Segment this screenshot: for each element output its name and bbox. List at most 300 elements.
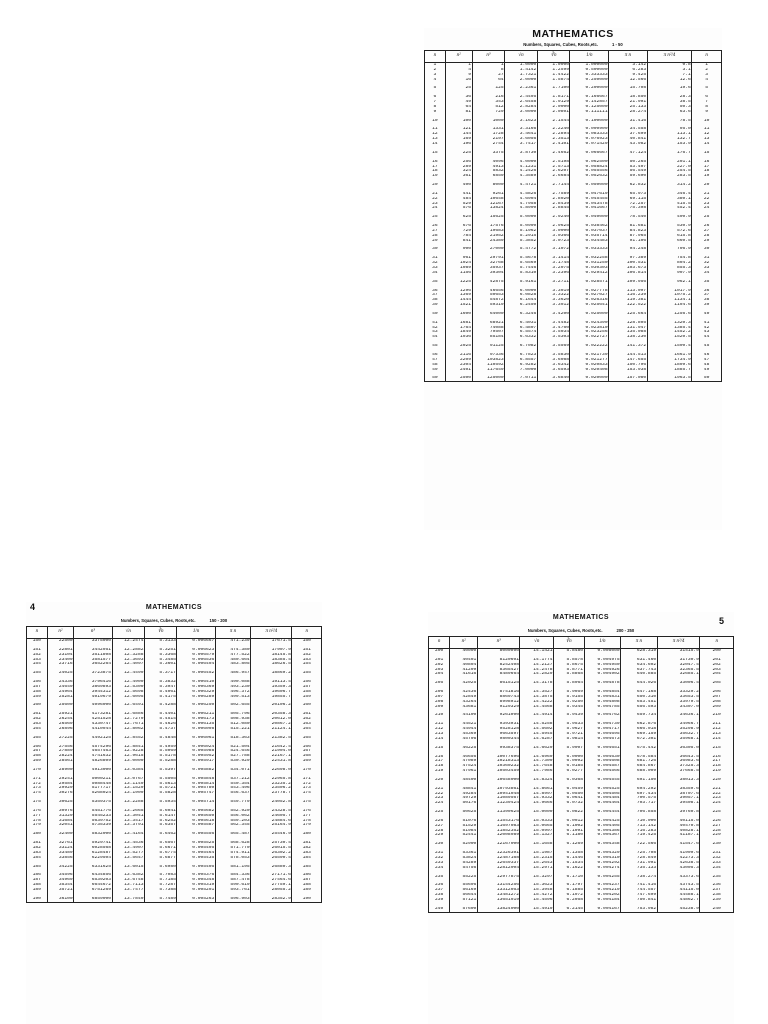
cell-reciprocal: 0.050000 (570, 183, 609, 192)
cell-n-cubed: 103823 (472, 358, 505, 363)
cell-pi-n: 753.982 (621, 907, 658, 912)
cell-circle-area: 1075.2 (647, 293, 692, 298)
cell-n-cubed: 5735339 (74, 823, 112, 832)
cell-circle-area: 1520.5 (647, 335, 692, 344)
table-row (27, 897, 322, 902)
column-header-circle-area: π n²/4 (657, 637, 700, 649)
cell-circle-area: 23778.7 (251, 791, 292, 800)
cell-reciprocal: 0.004292 (584, 861, 621, 866)
cell-cube-root: 5.8675 (554, 663, 585, 668)
table-row (425, 119, 722, 128)
column-header-n: n (425, 51, 446, 63)
cell-n-right: 23 (692, 202, 722, 207)
cell-cube-root: 1.0000 (537, 63, 570, 68)
cell-cube-root: 1.2599 (537, 68, 570, 73)
cell-pi-n: 659.734 (621, 713, 658, 722)
cell-square-root: 3.8730 (505, 151, 538, 160)
cell-n-right: 28 (692, 234, 722, 239)
cell-n-squared: 25921 (47, 712, 74, 717)
cell-n-squared: 2304 (445, 363, 472, 368)
cell-n-cubed: 6229504 (74, 856, 112, 865)
cell-square-root: 3.4641 (505, 132, 538, 137)
cell-reciprocal: 0.005348 (177, 878, 215, 883)
cell-square-root: 14.2127 (520, 663, 554, 668)
cell-cube-root: 1.7100 (537, 86, 570, 95)
cell-n-squared: 841 (445, 239, 472, 248)
table-row (429, 746, 734, 755)
cell-n-squared: 41616 (450, 672, 477, 681)
cell-reciprocal: 0.006329 (177, 690, 215, 695)
table-row (429, 778, 734, 787)
cell-square-root: 13.4536 (112, 841, 144, 846)
cell-cube-root: 2.4662 (537, 151, 570, 160)
cell-n-squared: 121 (445, 127, 472, 132)
cell-n-squared: 289 (445, 165, 472, 170)
cell-n-right: 41 (692, 321, 722, 326)
cell-n: 35 (425, 280, 446, 289)
cell-reciprocal: 0.166667 (570, 95, 609, 100)
table-row (429, 713, 734, 722)
cell-pi-n: 65.973 (609, 192, 648, 197)
cell-square-root: 14.2478 (520, 668, 554, 673)
cell-circle-area: 33329.2 (657, 690, 700, 695)
cell-n-cubed: 3511808 (74, 653, 112, 658)
cell-n-right: 183 (292, 851, 322, 856)
column-header-reciprocal: 1/n (570, 51, 609, 63)
cell-cube-root: 3.3620 (537, 298, 570, 303)
cell-reciprocal: 0.005556 (177, 832, 215, 841)
cell-cube-root: 2.0801 (537, 110, 570, 119)
cell-square-root: 12.7671 (112, 722, 144, 727)
cell-square-root: 15.2971 (520, 866, 554, 875)
cell-reciprocal: 0.005714 (177, 800, 215, 809)
cell-n-cubed: 13651919 (477, 898, 520, 907)
cell-n-cubed: 8000 (472, 183, 505, 192)
cell-circle-area: 907.9 (647, 271, 692, 280)
cell-n-right: 166 (292, 745, 322, 750)
cell-n-right: 47 (692, 358, 722, 363)
cell-pi-n: 703.717 (621, 801, 658, 810)
cell-reciprocal: 0.006623 (177, 648, 215, 653)
cell-n-squared: 576 (445, 206, 472, 215)
cell-n: 11 (425, 127, 446, 132)
cell-square-root: 12.5300 (112, 685, 144, 690)
cell-n: 216 (429, 755, 450, 760)
cell-cube-root: 5.6357 (144, 823, 176, 832)
cell-square-root: 13.4164 (112, 832, 144, 841)
cell-square-root: 5.9161 (505, 280, 538, 289)
cell-square-root: 12.8841 (112, 745, 144, 750)
cell-n-cubed: 4574296 (74, 745, 112, 750)
cell-n-right: 160 (292, 703, 322, 712)
cell-reciprocal: 0.029412 (570, 271, 609, 280)
cell-square-root: 6.7823 (505, 353, 538, 358)
cell-circle-area: 40115.0 (657, 819, 700, 824)
cell-square-root: 5.2915 (505, 234, 538, 239)
cell-pi-n: 505.796 (215, 712, 250, 717)
cell-n-squared: 45369 (450, 732, 477, 737)
cell-circle-area: 19359.3 (251, 685, 292, 690)
cell-circle-area: 1134.1 (647, 298, 692, 303)
cell-pi-n: 590.619 (215, 883, 250, 888)
cell-n-cubed: 10793861 (477, 787, 520, 792)
cell-n-squared: 54289 (450, 861, 477, 866)
cell-pi-n: 518.363 (215, 736, 250, 745)
cell-reciprocal: 0.005747 (177, 791, 215, 800)
cell-circle-area: 1885.7 (647, 368, 692, 377)
cell-square-root: 13.6748 (112, 878, 144, 883)
cell-pi-n: 556.062 (215, 814, 250, 819)
cell-pi-n: 691.150 (621, 778, 658, 787)
cell-pi-n: 581.195 (215, 865, 250, 874)
cell-n-cubed: 11390625 (477, 810, 520, 819)
cell-circle-area: 28.3 (647, 95, 692, 100)
cell-n: 15 (425, 151, 446, 160)
cell-circle-area: 20106.2 (251, 703, 292, 712)
cell-circle-area: 38707.6 (657, 792, 700, 797)
cell-reciprocal: 0.004608 (584, 759, 621, 764)
table-row (27, 791, 322, 800)
cell-n-squared: 324 (445, 169, 472, 174)
cell-n-cubed: 13824000 (477, 907, 520, 912)
cell-n: 167 (27, 749, 48, 754)
cell-n-cubed: 27 (472, 73, 505, 78)
cell-circle-area: 1734.9 (647, 358, 692, 363)
cell-n-cubed: 11089567 (477, 796, 520, 801)
cell-reciprocal: 0.025641 (570, 303, 609, 312)
table-row (425, 344, 722, 353)
cell-n-squared: 34969 (47, 878, 74, 883)
cell-n-right: 155 (292, 671, 322, 680)
cell-n-right: 45 (692, 344, 722, 353)
cell-n: 212 (429, 727, 450, 732)
table-row (425, 110, 722, 119)
cell-reciprocal: 0.004587 (584, 764, 621, 769)
cell-square-root: 6.0000 (505, 289, 538, 294)
cell-n-cubed: 9528128 (477, 727, 520, 732)
column-header-pi-n: π n (215, 627, 250, 639)
cell-square-root: 13.1909 (112, 791, 144, 800)
cell-n: 236 (429, 883, 450, 888)
cell-n-cubed: 12167 (472, 202, 505, 207)
cell-n: 210 (429, 713, 450, 722)
cell-n-cubed: 9663597 (477, 732, 520, 737)
cell-circle-area: 42273.3 (657, 856, 700, 861)
cell-pi-n: 78.540 (609, 215, 648, 224)
cell-cube-root: 6.1885 (554, 888, 585, 893)
cell-n-squared: 23716 (47, 662, 74, 671)
cell-n-squared: 28561 (47, 759, 74, 768)
cell-n-cubed: 4913 (472, 165, 505, 170)
cell-n-right: 189 (292, 888, 322, 897)
cell-reciprocal: 0.004255 (584, 875, 621, 884)
cell-pi-n: 59.690 (609, 174, 648, 183)
cell-n-cubed: 2197 (472, 137, 505, 142)
cell-square-root: 15.3297 (520, 875, 554, 884)
cell-n: 201 (429, 658, 450, 663)
cell-n-squared: 26244 (47, 717, 74, 722)
cell-cube-root: 2.3513 (537, 137, 570, 142)
cell-pi-n: 157.080 (609, 376, 648, 381)
cell-n-squared: 52441 (450, 833, 477, 842)
cell-n-right: 35 (692, 280, 722, 289)
cell-square-root: 12.2882 (112, 648, 144, 653)
cell-pi-n: 122.522 (609, 303, 648, 312)
cell-n: 174 (27, 791, 48, 800)
cell-n-cubed: 8869743 (477, 695, 520, 700)
cell-n-squared: 32761 (47, 841, 74, 846)
cell-n-cubed: 42875 (472, 280, 505, 289)
cell-reciprocal: 0.004831 (584, 695, 621, 700)
column-header-n-squared: n² (445, 51, 472, 63)
column-header-circle-area: π n²/4 (647, 51, 692, 63)
cell-reciprocal: 0.004785 (584, 705, 621, 714)
cell-n: 37 (425, 293, 446, 298)
cell-circle-area: 43373.6 (657, 875, 700, 884)
cell-n-squared: 1089 (445, 266, 472, 271)
cell-reciprocal: 0.004808 (584, 700, 621, 705)
cell-n-squared: 361 (445, 174, 472, 183)
cell-n: 176 (27, 809, 48, 814)
cell-square-root: 2.6458 (505, 100, 538, 105)
cell-pi-n: 125.664 (609, 312, 648, 321)
cell-square-root: 5.6569 (505, 261, 538, 266)
cell-n: 23 (425, 202, 446, 207)
cell-reciprocal: 0.006369 (177, 685, 215, 690)
table-row (425, 86, 722, 95)
cell-circle-area: 33979.5 (657, 700, 700, 705)
cell-cube-root: 3.5569 (537, 344, 570, 353)
cell-pi-n: 43.982 (609, 142, 648, 151)
cell-n-right: 27 (692, 229, 722, 234)
cell-square-root: 14.4222 (520, 700, 554, 705)
cell-square-root: 13.3041 (112, 814, 144, 819)
cell-reciprocal: 0.045455 (570, 197, 609, 202)
cell-n-right: 234 (700, 866, 734, 875)
cell-n: 166 (27, 745, 48, 750)
cell-pi-n: 640.885 (621, 672, 658, 681)
cell-reciprocal: 0.004348 (584, 842, 621, 851)
cell-n-right: 154 (292, 662, 322, 671)
cell-n-cubed: 19683 (472, 229, 505, 234)
cell-n-cubed: 50653 (472, 293, 505, 298)
cell-n: 36 (425, 289, 446, 294)
cell-n-right: 30 (692, 247, 722, 256)
cell-circle-area: 41187.1 (657, 833, 700, 842)
table-row (425, 247, 722, 256)
cell-n-squared: 47961 (450, 769, 477, 778)
table-row (425, 174, 722, 183)
cell-n-cubed: 59319 (472, 303, 505, 312)
cell-cube-root: 2.9240 (537, 215, 570, 224)
cell-square-root: 3.0000 (505, 110, 538, 119)
cell-n: 26 (425, 224, 446, 229)
cell-n-squared: 34225 (47, 865, 74, 874)
cell-cube-root: 5.9627 (554, 727, 585, 732)
cell-pi-n: 672.301 (621, 737, 658, 746)
cell-cube-root: 5.9250 (554, 700, 585, 705)
cell-n: 164 (27, 727, 48, 736)
cell-n: 240 (429, 907, 450, 912)
cell-square-root: 12.5698 (112, 690, 144, 695)
cell-n: 187 (27, 878, 48, 883)
cell-n-right: 15 (692, 151, 722, 160)
cell-reciprocal: 0.125000 (570, 105, 609, 110)
cell-reciprocal: 0.100000 (570, 119, 609, 128)
cell-square-root: 12.8452 (112, 736, 144, 745)
cell-square-root: 5.1962 (505, 229, 538, 234)
cell-n-cubed: 4019679 (74, 695, 112, 704)
cell-n-right: 32 (692, 261, 722, 266)
cell-circle-area: 3.1 (647, 68, 692, 73)
cell-circle-area: 27171.6 (251, 873, 292, 878)
cell-circle-area: 452.4 (647, 206, 692, 215)
cell-n-cubed: 4410944 (74, 727, 112, 736)
cell-n-cubed: 64 (472, 78, 505, 87)
column-header-square-root: √n (520, 637, 554, 649)
cell-n-right: 218 (700, 764, 734, 769)
cell-n: 183 (27, 851, 48, 856)
table-row (27, 832, 322, 841)
cell-n-cubed: 4096000 (74, 703, 112, 712)
cell-cube-root: 6.1446 (554, 856, 585, 861)
cell-pi-n: 543.496 (215, 786, 250, 791)
cell-circle-area: 1320.3 (647, 321, 692, 326)
cell-pi-n: 725.708 (621, 851, 658, 856)
cell-n-right: 230 (700, 842, 734, 851)
cell-circle-area: 24328.5 (251, 809, 292, 814)
cell-n: 168 (27, 754, 48, 759)
cell-pi-n: 138.230 (609, 335, 648, 344)
cell-circle-area: 45238.9 (657, 907, 700, 912)
cell-n-right: 151 (292, 648, 322, 653)
cell-square-root: 12.6095 (112, 695, 144, 704)
cell-pi-n: 578.053 (215, 856, 250, 865)
cell-square-root: 15.2315 (520, 856, 554, 861)
cell-cube-root: 6.0641 (554, 796, 585, 801)
cell-n-right: 157 (292, 685, 322, 690)
cell-n: 224 (429, 801, 450, 810)
cell-pi-n: 103.673 (609, 266, 648, 271)
cell-n-squared: 16 (445, 78, 472, 87)
cell-cube-root: 3.1414 (537, 256, 570, 261)
cell-n-cubed: 3652264 (74, 662, 112, 671)
cell-n-right: 213 (700, 732, 734, 737)
cell-n: 217 (429, 759, 450, 764)
cell-n: 220 (429, 778, 450, 787)
cell-circle-area: 27759.1 (251, 883, 292, 888)
cell-pi-n: 474.380 (215, 648, 250, 653)
cell-cube-root: 2.8845 (537, 206, 570, 215)
cell-n-cubed: 110592 (472, 363, 505, 368)
cell-n-squared: 961 (445, 256, 472, 261)
cell-n: 152 (27, 653, 48, 658)
cell-reciprocal: 0.005988 (177, 749, 215, 754)
cell-circle-area: 1590.4 (647, 344, 692, 353)
cell-cube-root: 2.2240 (537, 127, 570, 132)
cell-n-right: 162 (292, 717, 322, 722)
column-header-cube-root: ∛n (537, 51, 570, 63)
cell-n-right: 202 (700, 663, 734, 668)
cell-n-right: 228 (700, 829, 734, 834)
cell-pi-n: 508.938 (215, 717, 250, 722)
cell-square-root: 12.4499 (112, 671, 144, 680)
table-row (429, 681, 734, 690)
cell-n: 182 (27, 846, 48, 851)
cell-cube-root: 5.3717 (144, 671, 176, 680)
cell-n-cubed: 10503459 (477, 769, 520, 778)
cell-square-root: 15.0000 (520, 810, 554, 819)
cell-n-right: 31 (692, 256, 722, 261)
cell-n-right: 175 (292, 800, 322, 809)
cell-square-root: 6.0828 (505, 293, 538, 298)
cell-n-cubed: 46656 (472, 289, 505, 294)
cell-n-squared: 31684 (47, 819, 74, 824)
cell-reciprocal: 0.004219 (584, 888, 621, 893)
cell-n-cubed: 1 (472, 63, 505, 68)
cell-n-squared: 46656 (450, 755, 477, 760)
column-header-square-root: √n (505, 51, 538, 63)
cell-n-squared: 43681 (450, 705, 477, 714)
cell-circle-area: 21642.4 (251, 745, 292, 750)
cell-reciprocal: 0.023256 (570, 330, 609, 335)
cell-n-cubed: 12167000 (477, 842, 520, 851)
cell-n-cubed: 117649 (472, 368, 505, 377)
cell-circle-area: 21904.0 (251, 749, 292, 754)
cell-cube-root: 5.6671 (144, 846, 176, 851)
cell-square-root: 15.0665 (520, 824, 554, 829)
cell-pi-n: 50.265 (609, 160, 648, 165)
cell-square-root: 12.6491 (112, 703, 144, 712)
cell-circle-area: 12.6 (647, 78, 692, 87)
cell-n: 22 (425, 197, 446, 202)
cell-cube-root: 2.5713 (537, 165, 570, 170)
numbers-table (26, 626, 322, 903)
cell-n-cubed: 4251528 (74, 717, 112, 722)
cell-circle-area: 36305.0 (657, 746, 700, 755)
cell-cube-root: 6.0368 (554, 778, 585, 787)
cell-circle-area: 380.1 (647, 197, 692, 202)
cell-n-right: 39 (692, 303, 722, 312)
cell-n: 10 (425, 119, 446, 128)
cell-square-root: 6.1644 (505, 298, 538, 303)
cell-n-cubed: 5268024 (74, 791, 112, 800)
cell-reciprocal: 0.022222 (570, 344, 609, 353)
cell-n-squared: 2500 (445, 376, 472, 381)
cell-reciprocal: 0.004630 (584, 755, 621, 760)
cell-n-squared: 26569 (47, 722, 74, 727)
cell-reciprocal: 0.004739 (584, 722, 621, 727)
cell-n-squared: 33489 (47, 851, 74, 856)
cell-n-squared: 43264 (450, 700, 477, 705)
cell-square-root: 4.1231 (505, 165, 538, 170)
cell-n-squared: 900 (445, 247, 472, 256)
cell-n-squared: 33856 (47, 856, 74, 865)
cell-n: 151 (27, 648, 48, 653)
cell-n-cubed: 9393931 (477, 722, 520, 727)
cell-n: 218 (429, 764, 450, 769)
cell-pi-n: 694.292 (621, 787, 658, 792)
cell-n-right: 49 (692, 368, 722, 377)
cell-square-root: 12.2474 (112, 639, 144, 648)
cell-n-squared: 64 (445, 105, 472, 110)
cell-n-right: 159 (292, 695, 322, 704)
cell-n-squared: 256 (445, 160, 472, 165)
cell-pi-n: 31.416 (609, 119, 648, 128)
cell-n-right: 14 (692, 142, 722, 151)
cell-circle-area: 17671.5 (251, 639, 292, 648)
table-row (425, 142, 722, 151)
